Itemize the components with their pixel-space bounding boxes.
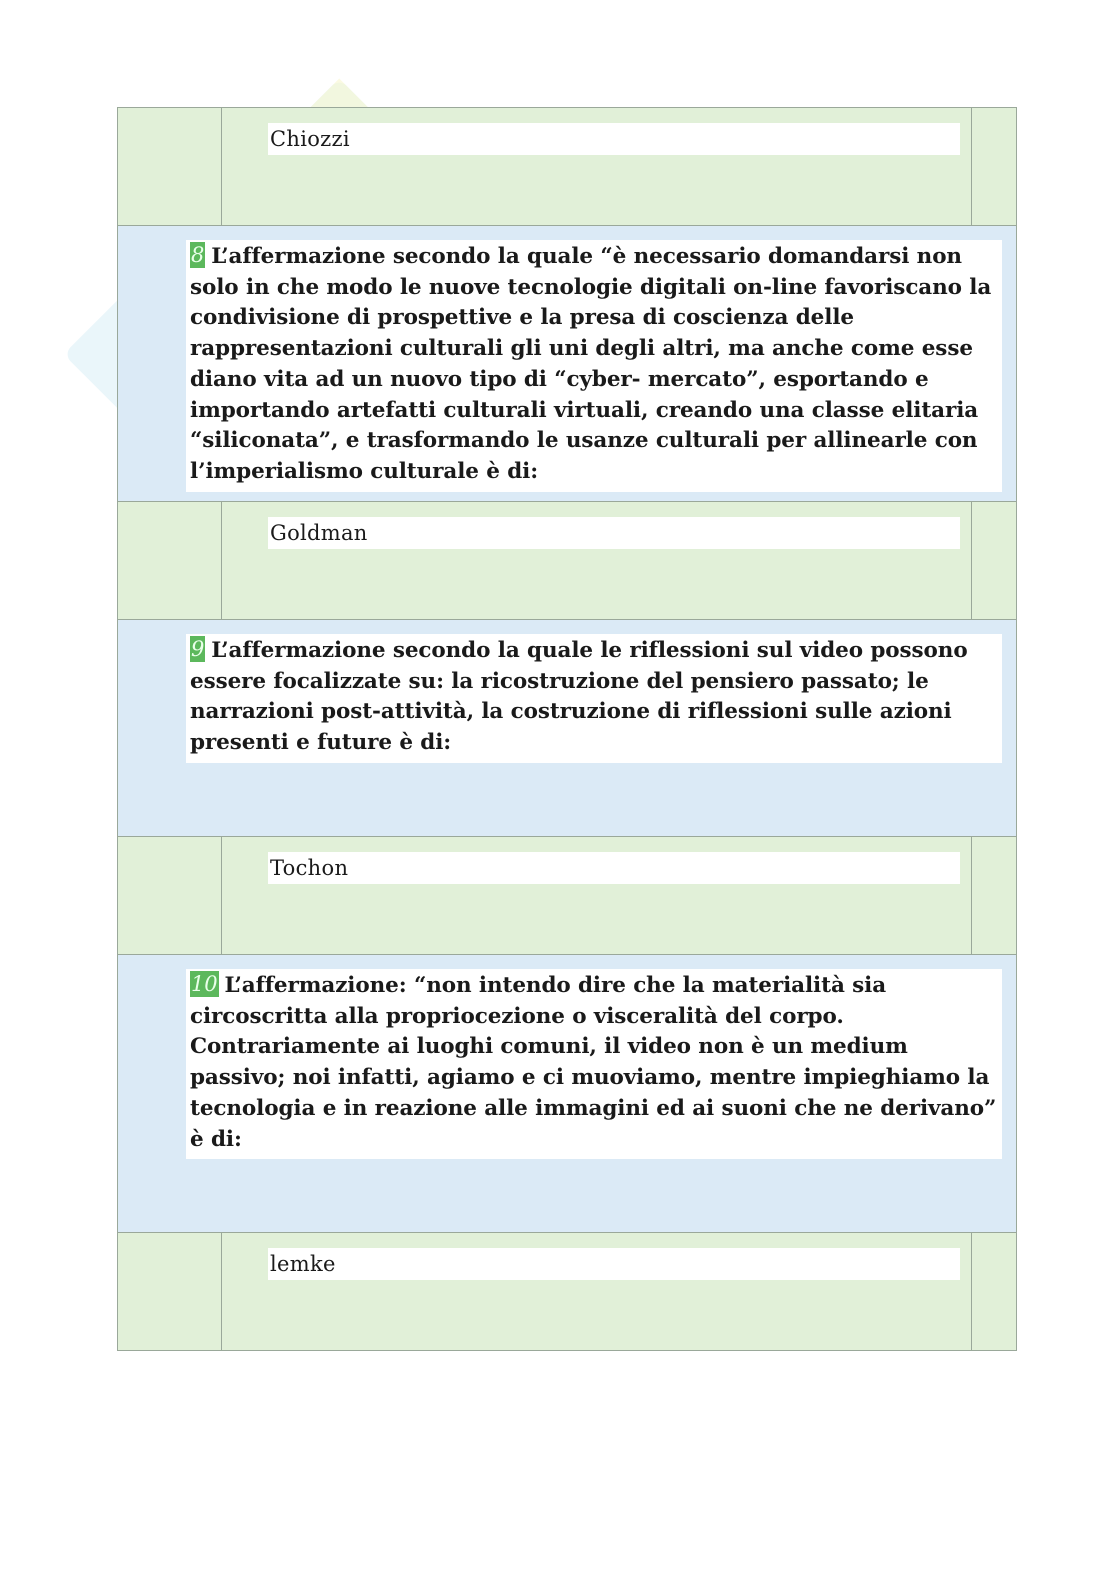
table-cell-left <box>118 108 222 225</box>
answer-text: Goldman <box>268 517 960 549</box>
quiz-document <box>117 107 1017 1351</box>
question-number-badge: 10 <box>191 972 218 996</box>
answer-text: lemke <box>268 1248 960 1280</box>
table-cell-right <box>971 108 1016 225</box>
table-cell-right <box>971 1233 1016 1350</box>
table-cell-right <box>971 837 1016 954</box>
question-text-box <box>186 634 1002 763</box>
question-row-8 <box>118 226 1016 502</box>
answer-row-lemke <box>118 1233 1016 1351</box>
question-number-badge: 8 <box>191 243 205 267</box>
question-number-badge: 9 <box>191 637 205 661</box>
question-row-10 <box>118 955 1016 1233</box>
table-cell-right <box>971 502 1016 619</box>
answer-row-chiozzi <box>118 108 1016 226</box>
answer-text: Chiozzi <box>268 123 960 155</box>
question-text: L’affermazione secondo la quale le riflessioni sul video possono essere focalizzate su: la ricostruzione del pensiero passato; le narrazioni post-attività, la costruzione di riflessioni sulle azioni presenti e future è di: <box>190 638 968 756</box>
answer-row-tochon <box>118 837 1016 955</box>
question-text-box <box>186 969 1002 1159</box>
question-text: L’affermazione: “non intendo dire che la materialità sia circoscritta alla propriocezione o visceralità del corpo. Contrariamente ai luoghi comuni, il video non è un medium passivo; noi infatti, agiamo e ci muoviamo, mentre impieghiamo la tecnologia e in reazione alle immagini ed ai suoni che ne derivano” è di: <box>190 973 997 1152</box>
question-text-box <box>186 240 1002 492</box>
answer-row-goldman <box>118 502 1016 620</box>
question-row-9 <box>118 620 1016 837</box>
question-text: L’affermazione secondo la quale “è necessario domandarsi non solo in che modo le nuove tecnologie digitali on-line favoriscano la condivisione di prospettive e la presa di coscienza delle rappresentazioni culturali gli uni degli altri, ma anche come esse diano vita ad un nuovo tipo di “cyber- mercato”, esportando e importando artefatti culturali virtuali, creando una classe elitaria “siliconata”, e trasformando le usanze culturali per allinearle con l’imperialismo culturale è di: <box>190 244 992 484</box>
table-cell-left <box>118 1233 222 1350</box>
table-cell-left <box>118 837 222 954</box>
table-cell-left <box>118 502 222 619</box>
answer-text: Tochon <box>268 852 960 884</box>
